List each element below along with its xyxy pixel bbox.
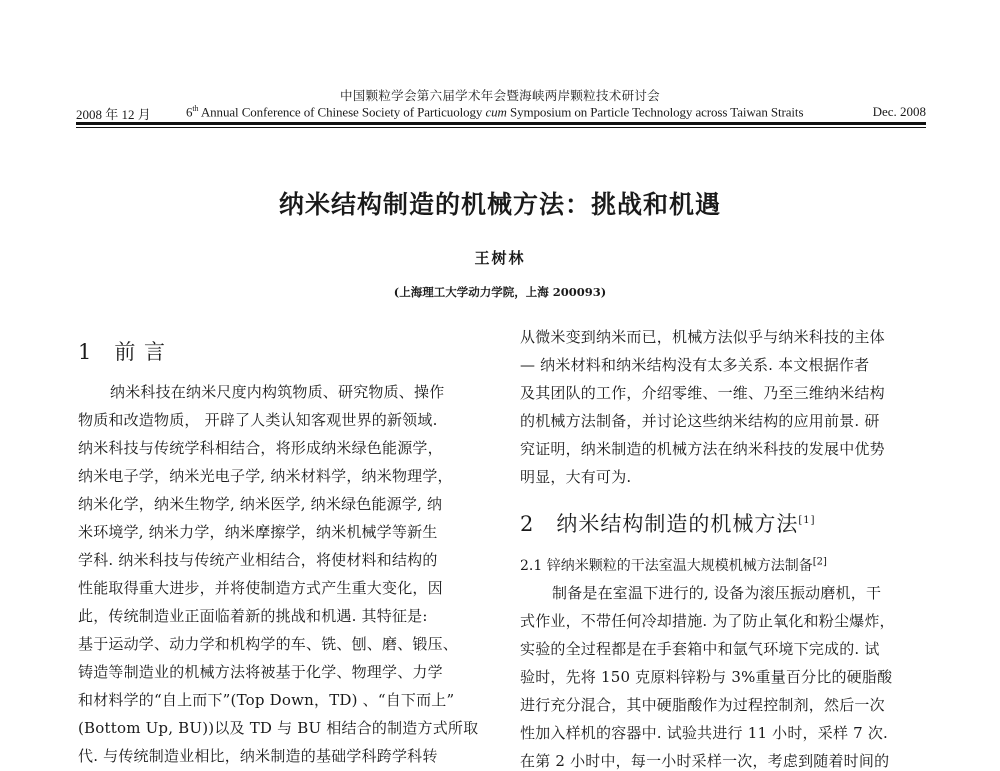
body-line: 式作业，不带任何冷却措施. 为了防止氧化和粉尘爆炸， xyxy=(520,612,895,630)
header-rule-thick xyxy=(76,122,926,125)
subsection-heading-text: 2.1 锌纳米颗粒的干法室温大规模机械方法制备 xyxy=(520,558,813,574)
section-heading-2 xyxy=(520,508,816,538)
body-line: 验时，先将 150 克原料锌粉与 3%重量百分比的硬脂酸 xyxy=(520,668,893,686)
paper-title: 纳米结构制造的机械方法：挑战和机遇 xyxy=(278,190,721,219)
body-line: 在第 2 小时中，每一小时采样一次，考虑到随着时间的 xyxy=(520,752,890,770)
header-conf-text-a: Annual Conference of Chinese Society of Particuology xyxy=(198,104,486,120)
body-line: 究证明，纳米制造的机械方法在纳米科技的发展中优势 xyxy=(520,440,885,458)
section-heading-1: 1 前 言 xyxy=(78,340,167,364)
body-line: 从微米变到纳米而已，机械方法似乎与纳米科技的主体 xyxy=(520,328,885,346)
body-line: 明显，大有可为. xyxy=(520,468,632,486)
header-date-cn: 2008 年 12 月 xyxy=(76,107,151,122)
body-line: 制备是在室温下进行的, 设备为滚压振动磨机，干 xyxy=(552,584,882,602)
body-line: 性能取得重大进步，并将使制造方式产生重大变化，因 xyxy=(78,579,443,597)
body-line: 性加入样机的容器中. 试验共进行 11 小时，采样 7 次. xyxy=(520,724,889,742)
header-conf-text-b: Symposium on Particle Technology across Taiwan Straits xyxy=(506,104,804,120)
body-line: (Bottom Up, BU))以及 TD 与 BU 相结合的制造方式所取 xyxy=(78,719,479,737)
body-line: 纳米科技与传统学科相结合，将形成纳米绿色能源学， xyxy=(78,439,443,457)
paper-affiliation: (上海理工大学动力学院，上海 200093) xyxy=(393,285,607,299)
body-line: — 纳米材料和纳米结构没有太多关系. 本文根据作者 xyxy=(520,356,870,374)
subsection-heading-ref: [2] xyxy=(812,556,827,568)
header-conf-cum: cum xyxy=(485,104,507,120)
section-heading-2-text: 2 纳米结构制造的机械方法 xyxy=(520,512,799,536)
body-line: 铸造等制造业的机械方法将被基于化学、物理学、力学 xyxy=(78,663,443,681)
header-conference-en xyxy=(186,104,803,120)
body-line: 物质和改造物质， 开辟了人类认知客观世界的新领域. xyxy=(78,411,438,429)
header-rule-thin xyxy=(76,127,926,128)
paper-author: 王树林 xyxy=(474,249,526,267)
header-conf-number: 6 xyxy=(186,104,193,120)
body-line: 的机械方法制备，并讨论这些纳米结构的应用前景. 研 xyxy=(520,412,880,430)
body-line: 纳米化学，纳米生物学, 纳米医学, 纳米绿色能源学, 纳 xyxy=(78,495,443,513)
section-heading-2-ref: [1] xyxy=(798,515,816,526)
body-line: 实验的全过程都是在手套箱中和氩气环境下完成的. 试 xyxy=(520,640,880,658)
body-line: 纳米科技在纳米尺度内构筑物质、研究物质、操作 xyxy=(110,383,445,401)
header-date-en: Dec. 2008 xyxy=(872,104,926,119)
body-line: 和材料学的“自上而下”(Top Down，TD) 、“自下而上” xyxy=(78,691,455,709)
body-line: 基于运动学、动力学和机构学的车、铣、刨、磨、锻压、 xyxy=(78,635,459,653)
running-header-chinese: 中国颗粒学会第六届学术年会暨海峡两岸颗粒技术研讨会 xyxy=(339,88,660,103)
header-conf-sup: th xyxy=(192,104,199,113)
body-line: 此，传统制造业正面临着新的挑战和机遇. 其特征是: xyxy=(78,607,428,625)
body-line: 进行充分混合，其中硬脂酸作为过程控制剂，然后一次 xyxy=(520,696,885,714)
body-line: 学科. 纳米科技与传统产业相结合，将使材料和结构的 xyxy=(78,551,438,569)
body-line: 纳米电子学，纳米光电子学, 纳米材料学，纳米物理学， xyxy=(78,467,453,485)
body-line: 代. 与传统制造业相比，纳米制造的基础学科跨学科转 xyxy=(78,747,438,765)
body-line: 米环境学, 纳米力学，纳米摩擦学，纳米机械学等新生 xyxy=(78,523,438,541)
body-line: 及其团队的工作，介绍零维、一维、乃至三维纳米结构 xyxy=(520,384,885,402)
subsection-heading-2-1 xyxy=(520,555,827,575)
